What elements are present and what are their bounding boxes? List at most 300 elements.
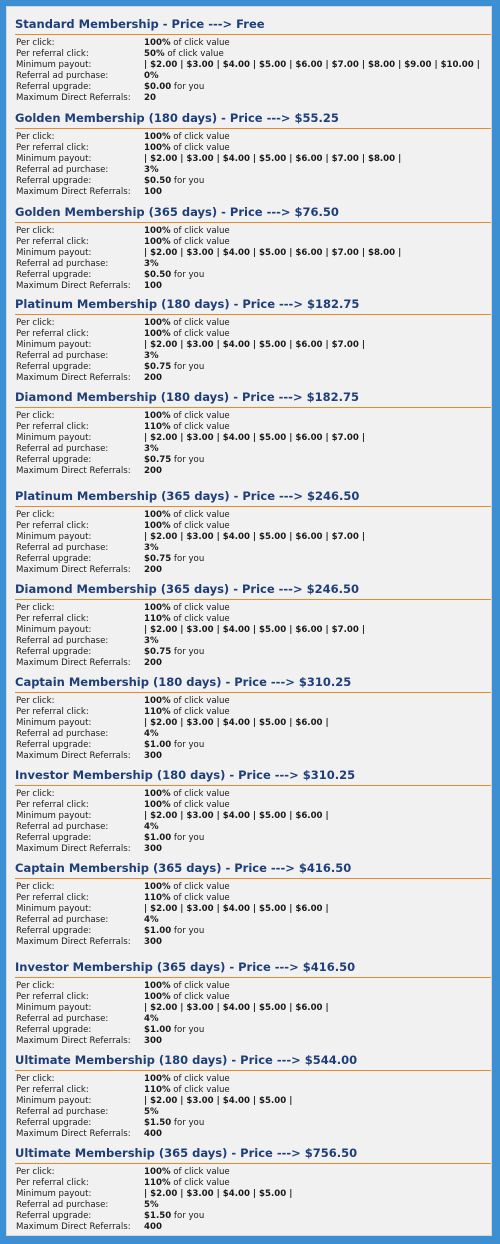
- plan-divider: [15, 692, 492, 693]
- plan-row-per-click: [7, 1074, 492, 1085]
- membership-plan: [7, 16, 492, 104]
- plan-row-maximum-direct-referrals: [7, 1222, 492, 1233]
- plan-row-referral-upgrade: [7, 926, 492, 937]
- per-referral-click-value: [144, 49, 224, 60]
- minimum-payout-amount: | $2.00 | $3.00 | $4.00 | $5.00 | $6.00 |: [144, 904, 329, 914]
- per-referral-click-suffix: of click value: [173, 1085, 230, 1095]
- plan-row-referral-ad-purchase: [7, 444, 492, 455]
- per-referral-click-suffix: of click value: [173, 422, 230, 432]
- minimum-payout-amount: | $2.00 | $3.00 | $4.00 | $5.00 | $6.00 | $7.00 |: [144, 433, 365, 443]
- referral-upgrade-value: [144, 1025, 204, 1036]
- membership-plan: [7, 1145, 492, 1233]
- maximum-direct-referrals-label: Maximum Direct Referrals:: [16, 751, 131, 761]
- plan-title: Ultimate Membership (180 days) - Price ---> $544.00: [15, 1053, 358, 1067]
- referral-ad-purchase-label: Referral ad purchase:: [16, 165, 109, 175]
- minimum-payout-label: Minimum payout:: [16, 1096, 92, 1106]
- referral-upgrade-suffix: for you: [173, 926, 205, 936]
- per-click-label: Per click:: [16, 411, 55, 421]
- minimum-payout-value: [144, 60, 480, 71]
- per-click-suffix: of click value: [173, 132, 230, 142]
- per-click-suffix: of click value: [173, 882, 230, 892]
- referral-ad-purchase-value: [144, 1014, 159, 1025]
- minimum-payout-value: [144, 625, 365, 636]
- minimum-payout-value: [144, 248, 401, 259]
- per-referral-click-value: [144, 521, 230, 532]
- plan-row-per-referral-click: [7, 143, 492, 154]
- plan-row-per-referral-click: [7, 893, 492, 904]
- referral-ad-purchase-label: Referral ad purchase:: [16, 351, 109, 361]
- referral-ad-purchase-label: Referral ad purchase:: [16, 71, 109, 81]
- referral-upgrade-label: Referral upgrade:: [16, 455, 92, 465]
- minimum-payout-value: [144, 154, 401, 165]
- referral-upgrade-amount: $1.00: [144, 833, 172, 843]
- per-click-amount: 100%: [144, 603, 171, 613]
- referral-ad-purchase-value: [144, 1200, 159, 1211]
- per-click-value: [144, 38, 230, 49]
- referral-upgrade-amount: $1.50: [144, 1118, 172, 1128]
- per-click-suffix: of click value: [173, 318, 230, 328]
- plan-row-maximum-direct-referrals: [7, 187, 492, 198]
- per-referral-click-suffix: of click value: [173, 992, 230, 1002]
- referral-upgrade-amount: $0.75: [144, 647, 172, 657]
- plan-row-per-referral-click: [7, 521, 492, 532]
- maximum-direct-referrals-amount: 300: [144, 937, 162, 947]
- membership-plan: [7, 1052, 492, 1140]
- maximum-direct-referrals-value: [144, 844, 162, 855]
- plan-row-per-click: [7, 132, 492, 143]
- plan-row-referral-upgrade: [7, 1118, 492, 1129]
- plan-title: Ultimate Membership (365 days) - Price ---> $756.50: [15, 1146, 358, 1160]
- plan-row-per-referral-click: [7, 237, 492, 248]
- plan-row-per-click: [7, 981, 492, 992]
- plan-row-referral-ad-purchase: [7, 636, 492, 647]
- minimum-payout-label: Minimum payout:: [16, 811, 92, 821]
- plan-row-referral-ad-purchase: [7, 822, 492, 833]
- per-click-value: [144, 981, 230, 992]
- referral-upgrade-suffix: for you: [173, 647, 205, 657]
- per-referral-click-value: [144, 422, 230, 433]
- per-referral-click-suffix: of click value: [173, 800, 230, 810]
- maximum-direct-referrals-value: [144, 281, 162, 292]
- plan-row-referral-ad-purchase: [7, 543, 492, 554]
- maximum-direct-referrals-value: [144, 187, 162, 198]
- plan-title: Captain Membership (180 days) - Price ---> $310.25: [15, 675, 352, 689]
- per-referral-click-suffix: of click value: [173, 329, 230, 339]
- per-referral-click-amount: 110%: [144, 1178, 171, 1188]
- referral-ad-purchase-amount: 3%: [144, 444, 159, 454]
- referral-upgrade-amount: $0.50: [144, 270, 172, 280]
- plan-row-referral-upgrade: [7, 1211, 492, 1222]
- per-referral-click-suffix: of click value: [167, 49, 224, 59]
- plan-title: Investor Membership (180 days) - Price ---> $310.25: [15, 768, 356, 782]
- referral-ad-purchase-label: Referral ad purchase:: [16, 1014, 109, 1024]
- referral-ad-purchase-label: Referral ad purchase:: [16, 729, 109, 739]
- referral-upgrade-suffix: for you: [173, 362, 205, 372]
- plan-row-maximum-direct-referrals: [7, 1036, 492, 1047]
- minimum-payout-label: Minimum payout:: [16, 1003, 92, 1013]
- referral-upgrade-label: Referral upgrade:: [16, 647, 92, 657]
- minimum-payout-amount: | $2.00 | $3.00 | $4.00 | $5.00 | $6.00 | $7.00 |: [144, 532, 365, 542]
- plan-row-maximum-direct-referrals: [7, 466, 492, 477]
- per-referral-click-label: Per referral click:: [16, 237, 89, 247]
- per-click-value: [144, 603, 230, 614]
- per-referral-click-suffix: of click value: [173, 237, 230, 247]
- plan-row-minimum-payout: [7, 1096, 492, 1107]
- plan-divider: [15, 407, 492, 408]
- per-click-value: [144, 1167, 230, 1178]
- referral-ad-purchase-amount: 5%: [144, 1200, 159, 1210]
- per-referral-click-suffix: of click value: [173, 614, 230, 624]
- membership-plan: [7, 488, 492, 576]
- referral-upgrade-value: [144, 1211, 204, 1222]
- plan-row-minimum-payout: [7, 340, 492, 351]
- maximum-direct-referrals-amount: 300: [144, 844, 162, 854]
- plan-divider: [15, 1163, 492, 1164]
- plan-row-minimum-payout: [7, 154, 492, 165]
- referral-upgrade-value: [144, 362, 204, 373]
- referral-ad-purchase-value: [144, 915, 159, 926]
- plan-row-minimum-payout: [7, 60, 492, 71]
- per-referral-click-label: Per referral click:: [16, 707, 89, 717]
- plan-row-referral-ad-purchase: [7, 915, 492, 926]
- per-click-amount: 100%: [144, 882, 171, 892]
- plan-row-referral-ad-purchase: [7, 351, 492, 362]
- plan-row-per-referral-click: [7, 1085, 492, 1096]
- per-click-value: [144, 696, 230, 707]
- membership-plan: [7, 296, 492, 384]
- plan-row-referral-upgrade: [7, 833, 492, 844]
- referral-ad-purchase-label: Referral ad purchase:: [16, 1200, 109, 1210]
- per-click-label: Per click:: [16, 132, 55, 142]
- referral-upgrade-suffix: for you: [173, 554, 205, 564]
- minimum-payout-value: [144, 340, 365, 351]
- maximum-direct-referrals-amount: 200: [144, 565, 162, 575]
- minimum-payout-label: Minimum payout:: [16, 60, 92, 70]
- plan-row-per-referral-click: [7, 800, 492, 811]
- per-referral-click-label: Per referral click:: [16, 1085, 89, 1095]
- per-click-value: [144, 882, 230, 893]
- referral-upgrade-suffix: for you: [173, 1025, 205, 1035]
- referral-upgrade-label: Referral upgrade:: [16, 1211, 92, 1221]
- maximum-direct-referrals-label: Maximum Direct Referrals:: [16, 658, 131, 668]
- plan-title: Platinum Membership (180 days) - Price ---> $182.75: [15, 297, 360, 311]
- minimum-payout-label: Minimum payout:: [16, 248, 92, 258]
- minimum-payout-value: [144, 532, 365, 543]
- membership-plan: [7, 767, 492, 855]
- referral-upgrade-amount: $1.00: [144, 926, 172, 936]
- minimum-payout-amount: | $2.00 | $3.00 | $4.00 | $5.00 |: [144, 1189, 293, 1199]
- per-click-label: Per click:: [16, 38, 55, 48]
- referral-upgrade-amount: $0.75: [144, 362, 172, 372]
- plan-row-per-referral-click: [7, 707, 492, 718]
- plan-row-per-click: [7, 411, 492, 422]
- plan-title: Investor Membership (365 days) - Price ---> $416.50: [15, 960, 356, 974]
- plan-row-maximum-direct-referrals: [7, 937, 492, 948]
- per-click-label: Per click:: [16, 318, 55, 328]
- referral-upgrade-suffix: for you: [173, 1211, 205, 1221]
- referral-ad-purchase-amount: 4%: [144, 729, 159, 739]
- per-click-amount: 100%: [144, 318, 171, 328]
- referral-ad-purchase-label: Referral ad purchase:: [16, 1107, 109, 1117]
- per-referral-click-value: [144, 893, 230, 904]
- maximum-direct-referrals-amount: 300: [144, 751, 162, 761]
- per-click-amount: 100%: [144, 510, 171, 520]
- membership-plan: [7, 389, 492, 477]
- plan-row-referral-upgrade: [7, 270, 492, 281]
- referral-ad-purchase-label: Referral ad purchase:: [16, 444, 109, 454]
- per-click-amount: 100%: [144, 1167, 171, 1177]
- per-click-value: [144, 411, 230, 422]
- maximum-direct-referrals-value: [144, 373, 162, 384]
- plan-row-per-referral-click: [7, 329, 492, 340]
- per-click-amount: 100%: [144, 132, 171, 142]
- per-click-label: Per click:: [16, 603, 55, 613]
- plan-divider: [15, 222, 492, 223]
- plan-row-referral-upgrade: [7, 647, 492, 658]
- per-referral-click-label: Per referral click:: [16, 893, 89, 903]
- per-referral-click-label: Per referral click:: [16, 1178, 89, 1188]
- maximum-direct-referrals-value: [144, 658, 162, 669]
- plan-row-per-click: [7, 510, 492, 521]
- referral-upgrade-value: [144, 455, 204, 466]
- maximum-direct-referrals-label: Maximum Direct Referrals:: [16, 565, 131, 575]
- per-referral-click-amount: 100%: [144, 143, 171, 153]
- minimum-payout-label: Minimum payout:: [16, 625, 92, 635]
- minimum-payout-label: Minimum payout:: [16, 340, 92, 350]
- plan-row-maximum-direct-referrals: [7, 1129, 492, 1140]
- plan-divider: [15, 1070, 492, 1071]
- maximum-direct-referrals-label: Maximum Direct Referrals:: [16, 1129, 131, 1139]
- referral-upgrade-value: [144, 176, 204, 187]
- referral-upgrade-value: [144, 926, 204, 937]
- per-referral-click-amount: 100%: [144, 521, 171, 531]
- referral-ad-purchase-value: [144, 71, 159, 82]
- plan-row-minimum-payout: [7, 904, 492, 915]
- maximum-direct-referrals-amount: 200: [144, 658, 162, 668]
- plan-row-per-click: [7, 696, 492, 707]
- per-referral-click-amount: 110%: [144, 893, 171, 903]
- referral-ad-purchase-amount: 4%: [144, 1014, 159, 1024]
- referral-ad-purchase-value: [144, 636, 159, 647]
- maximum-direct-referrals-value: [144, 466, 162, 477]
- per-click-suffix: of click value: [173, 226, 230, 236]
- per-click-value: [144, 1074, 230, 1085]
- plan-row-minimum-payout: [7, 625, 492, 636]
- plan-divider: [15, 878, 492, 879]
- per-referral-click-value: [144, 329, 230, 340]
- per-referral-click-label: Per referral click:: [16, 800, 89, 810]
- plan-row-minimum-payout: [7, 532, 492, 543]
- plan-row-referral-ad-purchase: [7, 1014, 492, 1025]
- per-click-amount: 100%: [144, 1074, 171, 1084]
- per-click-value: [144, 132, 230, 143]
- per-click-amount: 100%: [144, 981, 171, 991]
- referral-upgrade-amount: $1.50: [144, 1211, 172, 1221]
- per-referral-click-amount: 50%: [144, 49, 165, 59]
- referral-upgrade-label: Referral upgrade:: [16, 926, 92, 936]
- referral-upgrade-value: [144, 270, 204, 281]
- plan-row-referral-upgrade: [7, 455, 492, 466]
- minimum-payout-amount: | $2.00 | $3.00 | $4.00 | $5.00 |: [144, 1096, 293, 1106]
- per-referral-click-suffix: of click value: [173, 707, 230, 717]
- minimum-payout-amount: | $2.00 | $3.00 | $4.00 | $5.00 | $6.00 |: [144, 811, 329, 821]
- referral-upgrade-label: Referral upgrade:: [16, 1025, 92, 1035]
- referral-upgrade-label: Referral upgrade:: [16, 740, 92, 750]
- plan-row-per-referral-click: [7, 614, 492, 625]
- plan-divider: [15, 599, 492, 600]
- per-referral-click-value: [144, 992, 230, 1003]
- per-referral-click-label: Per referral click:: [16, 992, 89, 1002]
- plan-row-per-referral-click: [7, 1178, 492, 1189]
- plan-divider: [15, 128, 492, 129]
- referral-ad-purchase-amount: 3%: [144, 636, 159, 646]
- referral-upgrade-suffix: for you: [173, 740, 205, 750]
- referral-ad-purchase-label: Referral ad purchase:: [16, 915, 109, 925]
- per-click-amount: 100%: [144, 789, 171, 799]
- plan-divider: [15, 34, 492, 35]
- per-referral-click-suffix: of click value: [173, 1178, 230, 1188]
- per-referral-click-suffix: of click value: [173, 143, 230, 153]
- referral-upgrade-suffix: for you: [173, 176, 205, 186]
- plan-row-referral-upgrade: [7, 740, 492, 751]
- plan-row-referral-ad-purchase: [7, 71, 492, 82]
- maximum-direct-referrals-amount: 200: [144, 373, 162, 383]
- referral-upgrade-label: Referral upgrade:: [16, 82, 92, 92]
- minimum-payout-amount: | $2.00 | $3.00 | $4.00 | $5.00 | $6.00 |: [144, 1003, 329, 1013]
- plan-row-referral-ad-purchase: [7, 1200, 492, 1211]
- referral-upgrade-suffix: for you: [173, 833, 205, 843]
- per-click-label: Per click:: [16, 882, 55, 892]
- referral-ad-purchase-value: [144, 1107, 159, 1118]
- per-referral-click-suffix: of click value: [173, 893, 230, 903]
- per-referral-click-amount: 110%: [144, 1085, 171, 1095]
- per-click-suffix: of click value: [173, 789, 230, 799]
- plan-row-maximum-direct-referrals: [7, 658, 492, 669]
- minimum-payout-label: Minimum payout:: [16, 904, 92, 914]
- plan-row-referral-upgrade: [7, 82, 492, 93]
- plan-row-referral-upgrade: [7, 176, 492, 187]
- per-referral-click-value: [144, 800, 230, 811]
- referral-upgrade-value: [144, 740, 204, 751]
- maximum-direct-referrals-label: Maximum Direct Referrals:: [16, 1036, 131, 1046]
- maximum-direct-referrals-amount: 200: [144, 466, 162, 476]
- plan-row-maximum-direct-referrals: [7, 93, 492, 104]
- per-referral-click-suffix: of click value: [173, 521, 230, 531]
- plan-row-referral-upgrade: [7, 554, 492, 565]
- plan-title: Golden Membership (365 days) - Price ---> $76.50: [15, 205, 339, 219]
- plan-row-referral-ad-purchase: [7, 1107, 492, 1118]
- per-referral-click-label: Per referral click:: [16, 614, 89, 624]
- per-referral-click-amount: 110%: [144, 707, 171, 717]
- referral-upgrade-label: Referral upgrade:: [16, 176, 92, 186]
- maximum-direct-referrals-amount: 300: [144, 1036, 162, 1046]
- minimum-payout-value: [144, 433, 365, 444]
- per-referral-click-label: Per referral click:: [16, 329, 89, 339]
- plan-title: Standard Membership - Price ---> Free: [15, 17, 265, 31]
- plan-row-minimum-payout: [7, 1189, 492, 1200]
- plan-row-referral-ad-purchase: [7, 729, 492, 740]
- referral-ad-purchase-value: [144, 729, 159, 740]
- per-referral-click-label: Per referral click:: [16, 49, 89, 59]
- maximum-direct-referrals-label: Maximum Direct Referrals:: [16, 466, 131, 476]
- per-click-suffix: of click value: [173, 696, 230, 706]
- per-click-value: [144, 226, 230, 237]
- minimum-payout-value: [144, 1096, 292, 1107]
- referral-ad-purchase-label: Referral ad purchase:: [16, 636, 109, 646]
- membership-plan: [7, 581, 492, 669]
- referral-upgrade-label: Referral upgrade:: [16, 1118, 92, 1128]
- referral-ad-purchase-value: [144, 351, 159, 362]
- membership-plan: [7, 860, 492, 948]
- referral-ad-purchase-value: [144, 165, 159, 176]
- minimum-payout-amount: | $2.00 | $3.00 | $4.00 | $5.00 | $6.00 | $7.00 | $8.00 |: [144, 248, 402, 258]
- referral-upgrade-label: Referral upgrade:: [16, 554, 92, 564]
- referral-ad-purchase-label: Referral ad purchase:: [16, 822, 109, 832]
- per-click-value: [144, 318, 230, 329]
- plan-row-referral-upgrade: [7, 1025, 492, 1036]
- plan-divider: [15, 506, 492, 507]
- referral-upgrade-value: [144, 1118, 204, 1129]
- per-click-value: [144, 510, 230, 521]
- per-click-suffix: of click value: [173, 1167, 230, 1177]
- plan-row-per-referral-click: [7, 992, 492, 1003]
- referral-ad-purchase-value: [144, 543, 159, 554]
- minimum-payout-amount: | $2.00 | $3.00 | $4.00 | $5.00 | $6.00 | $7.00 |: [144, 625, 365, 635]
- plan-row-maximum-direct-referrals: [7, 373, 492, 384]
- maximum-direct-referrals-value: [144, 565, 162, 576]
- plan-row-referral-ad-purchase: [7, 165, 492, 176]
- referral-upgrade-suffix: for you: [173, 270, 205, 280]
- plan-row-maximum-direct-referrals: [7, 751, 492, 762]
- maximum-direct-referrals-label: Maximum Direct Referrals:: [16, 281, 131, 291]
- plan-title: Diamond Membership (365 days) - Price ---> $246.50: [15, 582, 359, 596]
- per-click-suffix: of click value: [173, 603, 230, 613]
- plan-title: Captain Membership (365 days) - Price ---> $416.50: [15, 861, 352, 875]
- referral-ad-purchase-value: [144, 822, 159, 833]
- per-referral-click-value: [144, 614, 230, 625]
- plan-row-per-referral-click: [7, 422, 492, 433]
- plan-row-per-click: [7, 1167, 492, 1178]
- per-referral-click-value: [144, 237, 230, 248]
- maximum-direct-referrals-amount: 20: [144, 93, 156, 103]
- referral-ad-purchase-value: [144, 259, 159, 270]
- plan-row-maximum-direct-referrals: [7, 281, 492, 292]
- plan-title: Platinum Membership (365 days) - Price ---> $246.50: [15, 489, 360, 503]
- membership-list: [6, 6, 492, 1236]
- plan-title: Golden Membership (180 days) - Price ---> $55.25: [15, 111, 339, 125]
- minimum-payout-amount: | $2.00 | $3.00 | $4.00 | $5.00 | $6.00 |: [144, 718, 329, 728]
- per-click-amount: 100%: [144, 226, 171, 236]
- plan-divider: [15, 314, 492, 315]
- per-click-amount: 100%: [144, 411, 171, 421]
- referral-upgrade-amount: $0.00: [144, 82, 172, 92]
- referral-upgrade-value: [144, 82, 204, 93]
- maximum-direct-referrals-amount: 100: [144, 187, 162, 197]
- referral-ad-purchase-amount: 3%: [144, 259, 159, 269]
- referral-upgrade-amount: $0.50: [144, 176, 172, 186]
- membership-plan: [7, 674, 492, 762]
- maximum-direct-referrals-amount: 400: [144, 1129, 162, 1139]
- per-click-amount: 100%: [144, 696, 171, 706]
- per-referral-click-value: [144, 1178, 230, 1189]
- maximum-direct-referrals-value: [144, 1129, 162, 1140]
- per-referral-click-value: [144, 1085, 230, 1096]
- maximum-direct-referrals-label: Maximum Direct Referrals:: [16, 844, 131, 854]
- referral-upgrade-suffix: for you: [173, 455, 205, 465]
- per-referral-click-value: [144, 143, 230, 154]
- referral-ad-purchase-value: [144, 444, 159, 455]
- per-referral-click-amount: 110%: [144, 422, 171, 432]
